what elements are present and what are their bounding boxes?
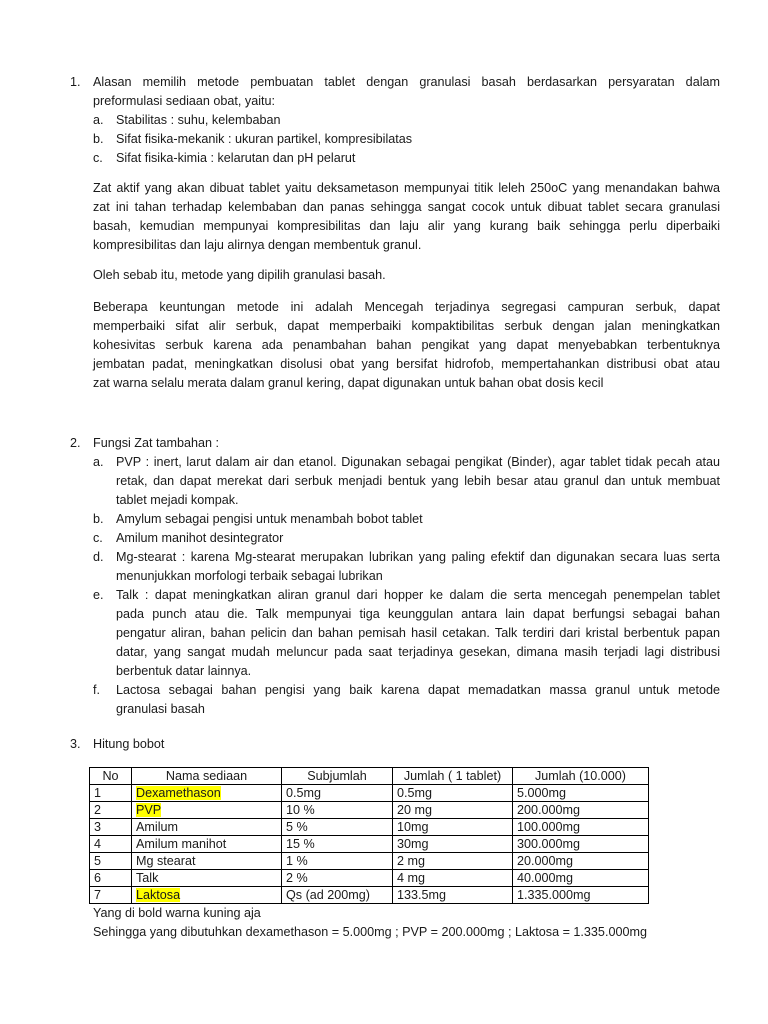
- table-cell: [132, 887, 282, 904]
- table-row: [90, 887, 649, 904]
- table-cell: 5: [90, 853, 132, 870]
- table-cell: 20.000mg: [513, 853, 649, 870]
- list-label: c.: [93, 151, 103, 165]
- bobot-table: [89, 767, 649, 904]
- list-item-line: pengatur aliran, bahan pelicin dan bahan pemisah hasil cetakan. Talk terdiri dari kristal berbentuk papan: [116, 626, 720, 640]
- section-1-heading: [70, 73, 720, 168]
- list-item: Sifat fisika-mekanik : ukuran partikel, kompresibilatas: [116, 132, 413, 146]
- list-item-line: Lactosa sebagai bahan pengisi yang baik karena dapat memadatkan massa granul untuk metode: [116, 683, 720, 697]
- table-cell: Mg stearat: [132, 853, 282, 870]
- paragraph-line: memperbaiki sifat alir serbuk, dapat memperbaiki kompaktibilitas serbuk dengan jalan meningkatkan: [93, 319, 720, 333]
- table-cell: 5 %: [282, 819, 393, 836]
- table-row: [90, 802, 649, 819]
- list-item-line: datar, yang sangat mudah meluncur pada saat terjadinya gesekan, dimana masih terjadi lagi distribusi: [116, 645, 720, 659]
- paragraph-line: zat ini tahan terhadap kelembaban dan panas sehingga sangat cocok untuk dibuat tablet secara granulasi: [93, 200, 720, 214]
- paragraph-line: basah, kemudian mempunyai kompresibilitas dan laju alir yang kurang baik sehingga perlu diperbaiki: [93, 219, 720, 233]
- list-item-line: berbentuk datar lainnya.: [116, 664, 252, 678]
- table-cell: 2 mg: [393, 853, 513, 870]
- table-cell: 10mg: [393, 819, 513, 836]
- table-row: [90, 785, 649, 802]
- table-cell: 4 mg: [393, 870, 513, 887]
- list-label: e.: [93, 588, 104, 602]
- paragraph-line: jembatan padat, meningkatkan disolusi obat yang bersifat hidrofob, mempertahankan distribusi obat atau: [93, 357, 720, 371]
- list-label: c.: [93, 531, 103, 545]
- table-cell: 100.000mg: [513, 819, 649, 836]
- section-number: 2.: [70, 436, 81, 450]
- section-number: 3.: [70, 737, 81, 751]
- list-item-line: Mg-stearat : karena Mg-stearat merupakan lubrikan yang paling efektif dan digunakan secara luas serta: [116, 550, 720, 564]
- paragraph-line: Oleh sebab itu, metode yang dipilih granulasi basah.: [93, 268, 386, 282]
- note-line: Sehingga yang dibutuhkan dexamethason = 5.000mg ; PVP = 200.000mg ; Laktosa = 1.335.000mg: [93, 925, 647, 939]
- list-label: d.: [93, 550, 104, 564]
- table-cell: 1.335.000mg: [513, 887, 649, 904]
- list-item-line: tablet mejadi kompak.: [116, 493, 239, 507]
- table-cell: 300.000mg: [513, 836, 649, 853]
- list-item-line: PVP : inert, larut dalam air dan etanol. Digunakan sebagai pengikat (Binder), agar tablet tidak pecah atau: [116, 455, 720, 469]
- table-row: [90, 819, 649, 836]
- list-item-line: pada punch atau die. Talk mempunyai tiga keunggulan antara lain dapat berfungsi sebagai bahan: [116, 607, 720, 621]
- table-row: [90, 870, 649, 887]
- paragraph-dexamethasone: [93, 179, 720, 255]
- table-header-row: [90, 768, 649, 785]
- list-item-line: Amilum manihot desintegrator: [116, 531, 284, 545]
- list-label: a.: [93, 113, 104, 127]
- list-item-line: Talk : dapat meningkatkan aliran granul dari hopper ke dalam die serta mencegah penempelan tablet: [116, 588, 720, 602]
- list-item-line: menunjukkan morfologi terbaik sebagai lubrikan: [116, 569, 383, 583]
- table-cell: [132, 785, 282, 802]
- section-title: Fungsi Zat tambahan :: [93, 436, 220, 450]
- column-header: Subjumlah: [282, 768, 393, 785]
- section-2: [70, 434, 720, 719]
- table-cell: Talk: [132, 870, 282, 887]
- paragraph-line: kompresibilitas dan laju alirnya dengan membentuk granul.: [93, 238, 422, 252]
- section-title-line: Alasan memilih metode pembuatan tablet dengan granulasi basah berdasarkan persyaratan dalam: [93, 75, 720, 89]
- table-row: [90, 836, 649, 853]
- table-cell: 2 %: [282, 870, 393, 887]
- table-cell: 1: [90, 785, 132, 802]
- column-header: Jumlah ( 1 tablet): [393, 768, 513, 785]
- section-title: Hitung bobot: [93, 737, 165, 751]
- table-cell: 200.000mg: [513, 802, 649, 819]
- list-item: Sifat fisika-kimia : kelarutan dan pH pelarut: [116, 151, 356, 165]
- table-cell: Qs (ad 200mg): [282, 887, 393, 904]
- section-title-line: preformulasi sediaan obat, yaitu:: [93, 94, 276, 108]
- table-cell: 4: [90, 836, 132, 853]
- paragraph-advantages: [93, 298, 720, 393]
- note-line: Yang di bold warna kuning aja: [93, 906, 261, 920]
- table-cell: 0.5mg: [282, 785, 393, 802]
- column-header: Nama sediaan: [132, 768, 282, 785]
- section-3-heading: [70, 735, 720, 754]
- column-header: No: [90, 768, 132, 785]
- list-item-line: granulasi basah: [116, 702, 205, 716]
- list-label: b.: [93, 512, 104, 526]
- table-cell: Amilum manihot: [132, 836, 282, 853]
- paragraph-conclusion: [93, 266, 720, 285]
- list-label: b.: [93, 132, 104, 146]
- table-cell: 133.5mg: [393, 887, 513, 904]
- table-cell: 15 %: [282, 836, 393, 853]
- table-cell: 5.000mg: [513, 785, 649, 802]
- list-label: f.: [93, 683, 100, 697]
- paragraph-line: zat warna selalu merata dalam granul kering, dapat digunakan untuk bahan obat dosis kecil: [93, 376, 604, 390]
- table-cell: [132, 802, 282, 819]
- table-cell: Amilum: [132, 819, 282, 836]
- notes: [93, 904, 647, 942]
- table-row: [90, 853, 649, 870]
- list-item-line: Amylum sebagai pengisi untuk menambah bobot tablet: [116, 512, 423, 526]
- table-cell: 1 %: [282, 853, 393, 870]
- table-cell: 30mg: [393, 836, 513, 853]
- paragraph-line: kohesivitas serbuk karena ada penambahan bahan pengikat yang dapat menyebabkan terbentuknya: [93, 338, 720, 352]
- table-cell: 0.5mg: [393, 785, 513, 802]
- column-header: Jumlah (10.000): [513, 768, 649, 785]
- table-cell: 3: [90, 819, 132, 836]
- table-cell: 6: [90, 870, 132, 887]
- highlighted-text: Dexamethason: [136, 786, 221, 800]
- highlighted-text: PVP: [136, 803, 162, 817]
- list-item-line: retak, dan dapat merekat dari serbuk menjadi bentuk yang lebih besar atau granul dan untuk membuat: [116, 474, 720, 488]
- section-number: 1.: [70, 75, 81, 89]
- list-label: a.: [93, 455, 104, 469]
- table-cell: 10 %: [282, 802, 393, 819]
- paragraph-line: Zat aktif yang akan dibuat tablet yaitu deksametason mempunyai titik leleh 250oC yang menandakan bahwa: [93, 181, 720, 195]
- highlighted-text: Laktosa: [136, 888, 181, 902]
- table-cell: 2: [90, 802, 132, 819]
- table-cell: 40.000mg: [513, 870, 649, 887]
- table-cell: 20 mg: [393, 802, 513, 819]
- paragraph-line: Beberapa keuntungan metode ini adalah Mencegah terjadinya segregasi campuran serbuk, dapat: [93, 300, 720, 314]
- list-item: Stabilitas : suhu, kelembaban: [116, 113, 281, 127]
- table-cell: 7: [90, 887, 132, 904]
